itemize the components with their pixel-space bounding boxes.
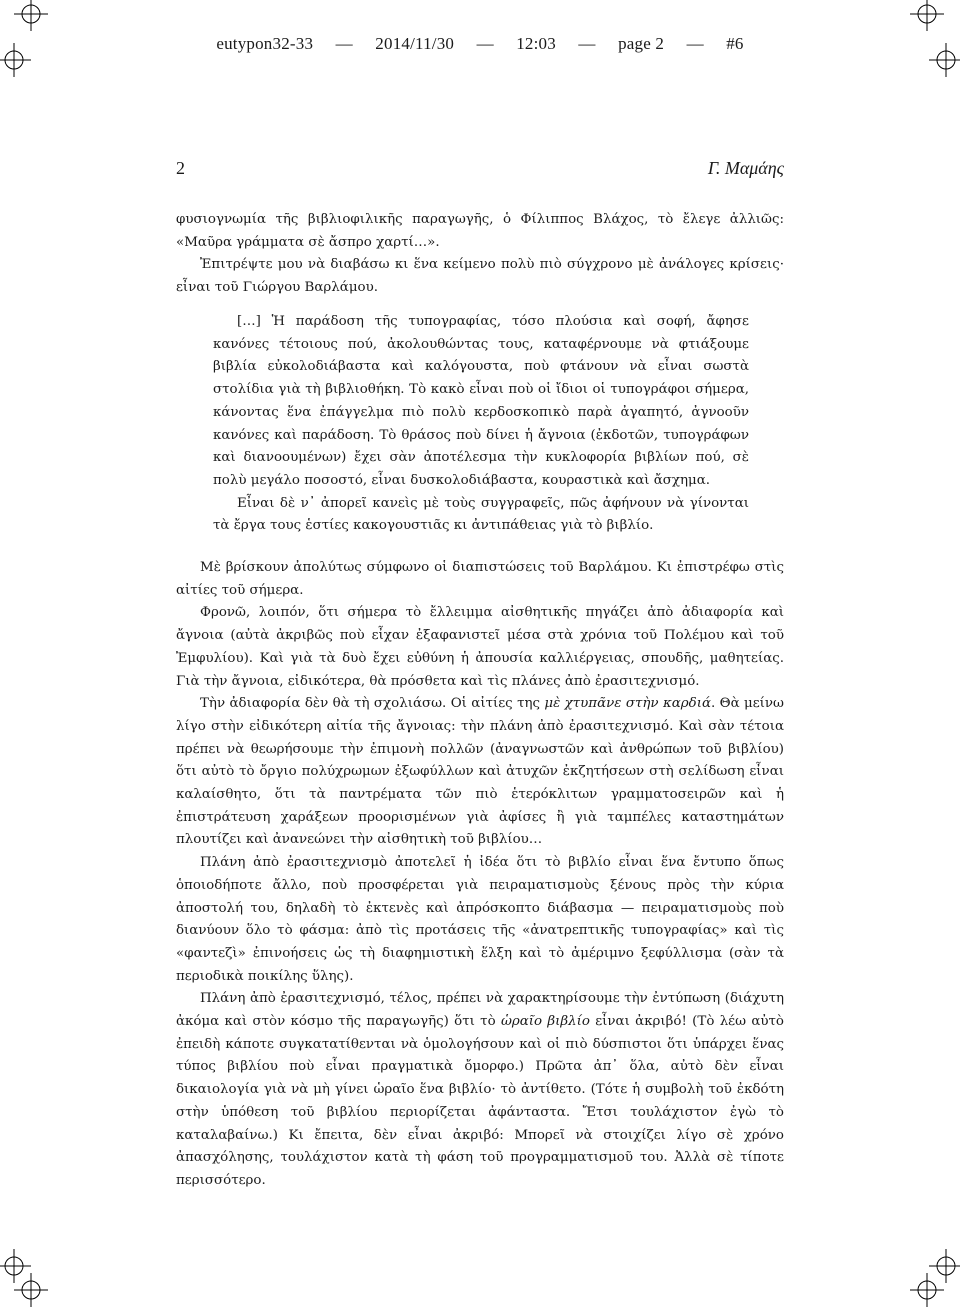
paragraph-text: . Θὰ μείνω λίγο στὴν εἰδικότερη αἰτία τῆς ἄγνοιας: τὴν πλάνη ἀπὸ ἐρασιτεχνισμό. Καὶ σὰν τέτοια πρέπει νὰ θεωρήσουμε τὴν ἐπιμονὴ πολλῶν (ἀναγνωστῶν καὶ ἀνθρώπων τοῦ βιβλίου) ὅτι αὐτὸ τὸ ὄργιο πολύχρωμων ἐξωφύλλων καὶ ἀτυχῶν ἐκζητήσεων στὴ σελίδωση εἶναι καλαίσθητο, ὅτι τὰ παντρέματα τῶν πιὸ ἑτερόκλιτων γραμματοσειρῶν καὶ ἡ ἐπιστράτευση χαράξεων προορισμένων γιὰ ἀφίσες ἢ γιὰ ταμπέλες καταστημάτων πλουτίζει καὶ ἀνανεώνει τὴν αἰσθητικὴ τοῦ βιβλίου… [176,696,784,848]
running-author: Γ. Μαμάης [707,158,784,178]
paragraph [176,988,784,1192]
registration-mark-icon [14,0,48,31]
slug-separator: — [686,34,704,53]
emphasis-text: ὡραῖο βιβλίο [500,1014,590,1030]
paragraph: Φρονῶ, λοιπόν, ὅτι σήμερα τὸ ἔλλειμμα αἰσθητικῆς πηγάζει ἀπὸ ἀδιαφορία καὶ ἄγνοια (αὐτὰ ἀκριβῶς ποὺ εἶχαν ἐξαφανιστεῖ μέσα στὰ χρόνια τοῦ Πολέμου καὶ τοῦ Ἐμφυλίου). Καὶ γιὰ τὰ δυὸ ἔχει εὐθύνη ἡ ἀπουσία καλλιέργειας, σπουδῆς, μαθητείας. Γιὰ τὴν ἄγνοια, εἰδικότερα, θὰ πρόσθετα καὶ τὶς πλάνες ἀπὸ ἐρασιτεχνισμό. [176,605,784,689]
page-number: 2 [176,158,185,178]
slug-separator: — [335,34,353,53]
paragraph-text: Τὴν ἀδιαφορία δὲν θὰ τὴ σχολιάσω. Οἱ αἰτίες της [200,696,545,712]
intro-text [176,209,784,300]
quote-paragraph: […] Ἡ παράδοση τῆς τυπογραφίας, τόσο πλούσια καὶ σοφή, ἄφησε κανόνες τέτοιους πού, ἀκολουθώντας τους, καταφέρνουμε νὰ φτιάξουμε βιβλία εὐκολοδιάβαστα καὶ καλόγουστα, ποὺ φτάνουν νὰ εἶναι σωστὰ στολίδια γιὰ τὴ βιβλιοθήκη. Τὸ κακὸ εἶναι ποὺ οἱ ἴδιοι οἱ τυπογράφοι σήμερα, κάνοντας ἕνα ἐπάγγελμα πιὸ πολὺ κερδοσκοπικὸ παρὰ ἀγαπητό, ἀγνοοῦν κανόνες καὶ παράδοση. Τὸ θράσος ποὺ δίνει ἡ ἄγνοια (ἐκδοτῶν, τυπογράφων καὶ διανοουμένων) ἔχει σὰν ἀποτέλεσμα τὴν κυκλοφορία βιβλίων πού, σὲ πολὺ μεγάλο ποσοστό, εἶναι δυσκολοδιάβαστα, κουραστικὰ καὶ ἄσχημα. [213,314,749,488]
registration-mark-icon [910,1273,944,1307]
slug-separator: — [578,34,596,53]
paragraph [176,693,784,852]
paragraph: Ἐπιτρέψτε μου νὰ διαβάσω κι ἕνα κείμενο πολὺ πιὸ σύγχρονο μὲ ἀνάλογες κρίσεις· εἶναι τοῦ Γιώργου Βαρλάμου. [176,257,784,296]
print-slug [0,34,960,54]
slug-page: page 2 [618,34,665,53]
slug-time: 12:03 [516,34,556,53]
paragraph: Πλάνη ἀπὸ ἐρασιτεχνισμὸ ἀποτελεῖ ἡ ἰδέα ὅτι τὸ βιβλίο εἶναι ἕνα ἔντυπο ὅπως ὁποιοδήποτε ἄλλο, ποὺ προσφέρεται γιὰ πειραματισμοὺς ξένους πρὸς τὴν κύρια ἀποστολή του, δηλαδὴ τὸ ἐκτενὲς καὶ ἀπρόσκοπτο διάβασμα — πειραματισμοὺς ποὺ διανύουν ὅλο τὸ φάσμα: ἀπὸ τὶς προτάσεις τῆς «ἀνατρεπτικῆς τυπογραφίας» καὶ τὶς «φαντεζὶ» ἐπινοήσεις ὡς τὴ διαφημιστικὴ ἕλξη καὶ τὸ ἀμέριμνο ξεφύλλισμα (σὰν τὰ περιοδικὰ ποικίλης ὕλης). [176,855,784,984]
block-quote [213,311,749,538]
registration-mark-icon [910,0,944,31]
paragraph-text: εἶναι ἀκριβό! (Τὸ λέω αὐτὸ ἐπειδὴ κάποτε συγκατατίθενται νὰ ὁμολογήσουν καὶ οἱ πιὸ δύσπιστοι ὅτι ὑπάρχει ἕνας τύπος βιβλίου ποὺ εἶναι πραγματικὰ ὄμορφο.) Πρῶτα ἀπ᾽ ὅλα, αὐτὸ δὲν εἶναι δικαιολογία γιὰ νὰ μὴ γίνει ὡραῖο ἕνα βιβλίο· τὸ ἀντίθετο. (Τότε ἡ συμβολὴ τοῦ ἐκδότη στὴν ὑπόθεση τοῦ βιβλίου περιορίζεται ἀφάνταστα. Ἔτσι τουλάχιστον ἐγὼ τὸ καταλαβαίνω.) Κι ἔπειτα, δὲν εἶναι ἀκριβό: Μπορεῖ νὰ στοιχίζει λίγο σὲ χρόνο ἀπασχόλησης, τουλάχιστον κατὰ τὴ φάση τοῦ προγραμματισμοῦ του. Ἀλλὰ σὲ τίποτε περισσότερο. [176,1014,784,1188]
registration-mark-icon [14,1273,48,1307]
emphasis-text: μὲ χτυπᾶνε στὴν καρδιά [544,696,711,712]
slug-number: #6 [726,34,744,53]
paragraph: φυσιογνωμία τῆς βιβλιοφιλικῆς παραγωγῆς, ὁ Φίλιππος Βλάχος, τὸ ἔλεγε ἀλλιῶς: «Μαῦρα γράμματα σὲ ἄσπρο χαρτί…». [176,212,784,250]
paragraph: Μὲ βρίσκουν ἀπολύτως σύμφωνο οἱ διαπιστώσεις τοῦ Βαρλάμου. Κι ἐπιστρέφω στὶς αἰτίες τοῦ σήμερα. [176,560,784,598]
quote-paragraph: Εἶναι δὲ ν᾽ ἀπορεῖ κανεὶς μὲ τοὺς συγγραφεῖς, πῶς ἀφήνουν νὰ γίνονται τὰ ἔργα τους ἑστίες κακογουστιᾶς κι ἀντιπάθειας γιὰ τὸ βιβλίο. [213,495,749,534]
slug-separator: — [476,34,494,53]
body-text [176,557,784,1193]
paragraph-text: Πλάνη ἀπὸ ἐρασιτεχνισμό, τέλος, πρέπει νὰ χαρακτηρίσουμε τὴν ἐντύπωση (διάχυτη ἀκόμα καὶ στὸν κόσμο τῆς παραγωγῆς) ὅτι τὸ [176,991,784,1030]
slug-file: eutypon32-33 [216,34,314,53]
slug-date: 2014/11/30 [375,34,455,53]
